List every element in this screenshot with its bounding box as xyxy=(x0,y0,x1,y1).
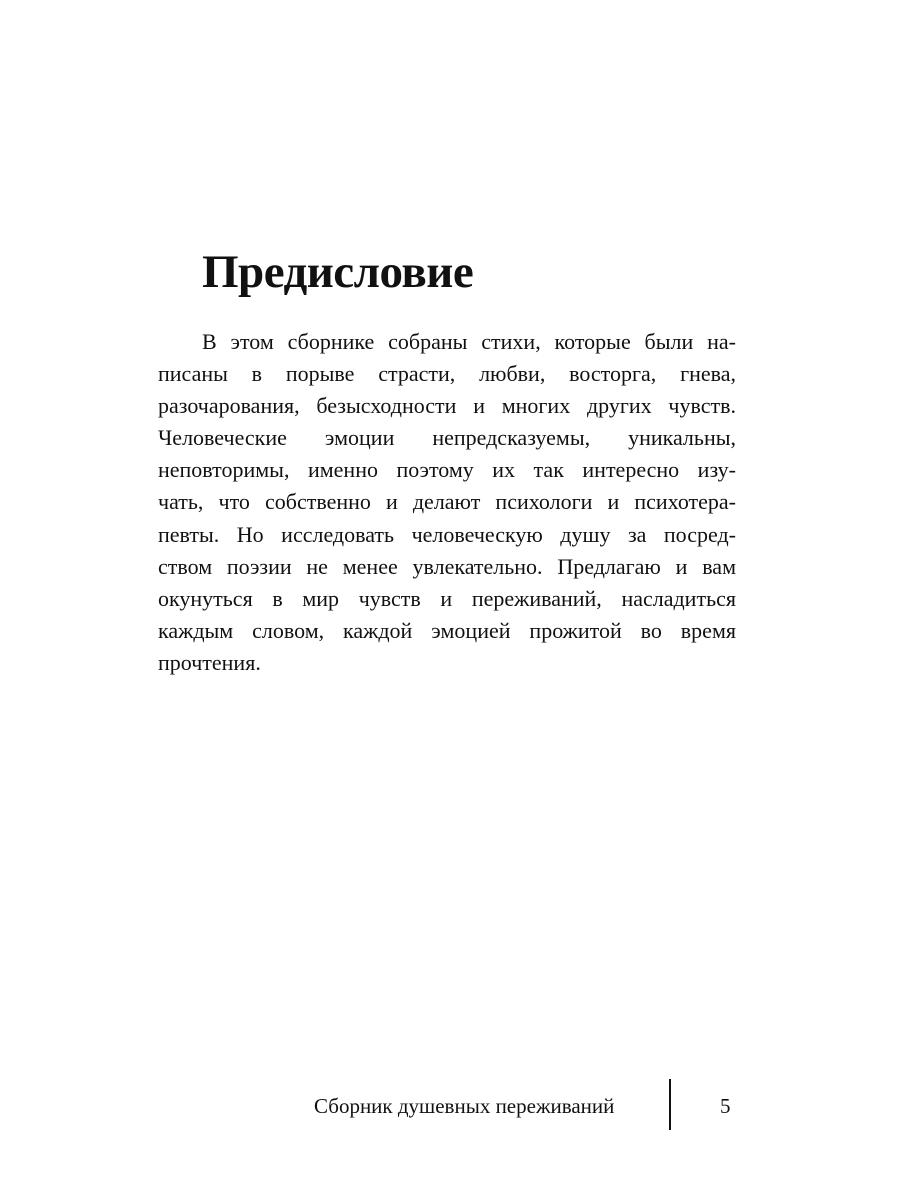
running-footer-title: Сборник душевных переживаний xyxy=(314,1094,615,1118)
paragraph-line: окунуться в мир чувств и переживаний, насладиться xyxy=(158,585,736,611)
paragraph-line: чать, что собственно и делают психологи и психотера- xyxy=(158,489,736,515)
preface-paragraph xyxy=(158,326,736,679)
paragraph-line: певты. Но исследовать человеческую душу за посред- xyxy=(158,521,736,547)
paragraph-line: Человеческие эмоции непредсказуемы, уникальны, xyxy=(158,425,736,451)
footer-divider xyxy=(669,1079,671,1130)
chapter-heading: Предисловие xyxy=(202,246,474,298)
paragraph-line: В этом сборнике собраны стихи, которые были на- xyxy=(202,329,736,354)
page-number: 5 xyxy=(720,1094,731,1118)
paragraph-line: разочарования, безысходности и многих других чувств. xyxy=(158,393,736,419)
paragraph-line: писаны в порыве страсти, любви, восторга, гнева, xyxy=(158,361,736,387)
paragraph-line: ством поэзии не менее увлекательно. Предлагаю и вам xyxy=(158,553,736,579)
paragraph-line: каждым словом, каждой эмоцией прожитой во время xyxy=(158,617,736,643)
paragraph-line: неповторимы, именно поэтому их так интересно изу- xyxy=(158,457,736,483)
paragraph-line: прочтения. xyxy=(158,649,261,675)
